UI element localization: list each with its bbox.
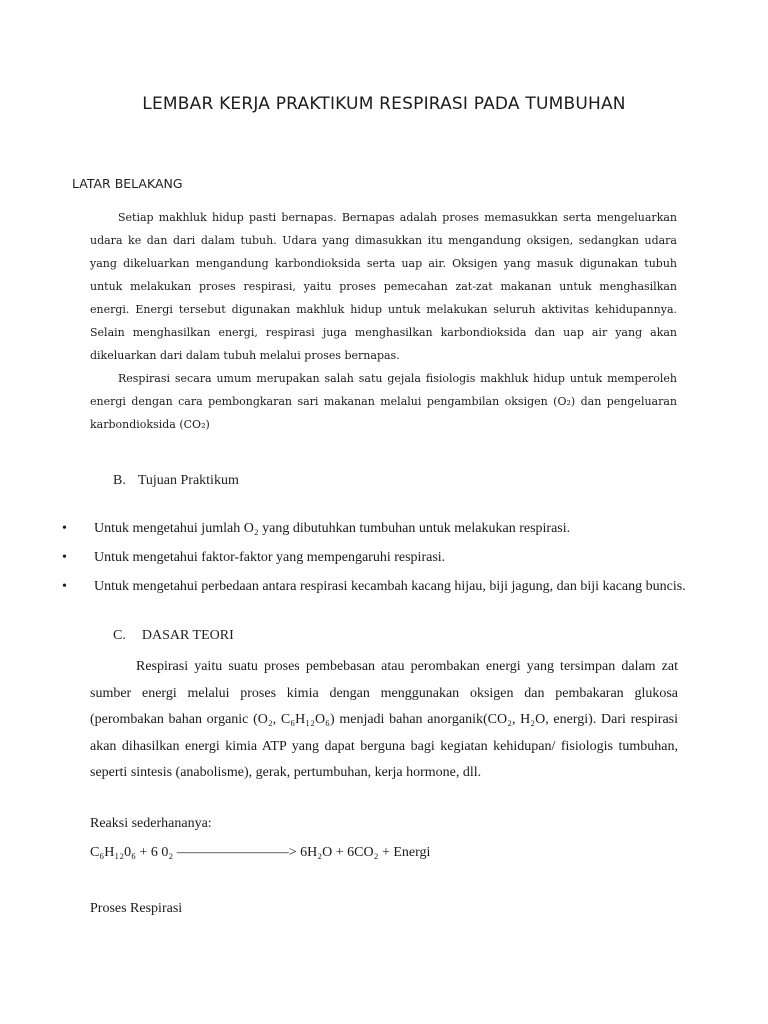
section-number-b: B. [113,473,126,488]
latar-belakang-body [90,206,677,436]
reaction-label: Reaksi sederhananya: [90,816,212,831]
section-number-c: C. [113,628,126,643]
list-item-text: Untuk mengetahui faktor-faktor yang mempengaruhi respirasi. [94,550,446,565]
section-heading-latar-belakang: LATAR BELAKANG [72,176,183,191]
document-title: LEMBAR KERJA PRAKTIKUM RESPIRASI PADA TUMBUHAN [142,94,626,114]
list-item-text: Untuk mengetahui jumlah O₂ yang dibutuhkan tumbuhan untuk melakukan respirasi. [94,521,571,536]
tujuan-list [62,516,702,603]
list-item-text: Untuk mengetahui perbedaan antara respirasi kecambah kacang hijau, biji jagung, dan biji kacang buncis. [94,579,686,594]
list-item [62,516,702,542]
list-item [62,545,702,571]
section-title-tujuan: Tujuan Praktikum [137,473,239,488]
bullet-icon: • [62,521,67,536]
proses-respirasi-heading: Proses Respirasi [90,901,183,916]
list-item [62,574,702,600]
section-title-dasar-teori: DASAR TEORI [141,628,234,643]
bullet-icon: • [62,579,67,594]
section-heading-tujuan [113,473,239,489]
dasar-teori-paragraph: Respirasi yaitu suatu proses pembebasan atau perombakan energi yang tersimpan dalam zat sumber energi melalui proses kimia dengan menggunakan oksigen dan pembakaran glukosa (perombakan bahan organic (O₂, C₆H₁₂O₆) menjadi bahan anorganik(CO₂, H₂O, energi). Dari respirasi akan dihasilkan energi kimia ATP yang dapat berguna bagi kegiatan kehidupan/ fisiologis tumbuhan, seperti sintesis (anabolisme), gerak, pertumbuhan, kerja hormone, dll. [90,659,678,780]
section-heading-dasar-teori [113,628,234,644]
latar-belakang-paragraph-2: Respirasi secara umum merupakan salah satu gejala fisiologis makhluk hidup untuk memperoleh energi dengan cara pembongkaran sari makanan melalui pengambilan oksigen (O₂) dan pengeluaran karbondioksida (CO₂) [90,372,677,431]
reaction-equation: C₆H₁₂0₆ + 6 0₂ ————————> 6H₂O + 6CO₂ + Energi [90,845,431,860]
bullet-icon: • [62,550,67,565]
latar-belakang-paragraph-1: Setiap makhluk hidup pasti bernapas. Bernapas adalah proses memasukkan serta mengeluarkan udara ke dan dari dalam tubuh. Udara yang dimasukkan itu mengandung oksigen, sedangkan udara yang dikeluarkan mengandung karbondioksida serta uap air. Oksigen yang masuk digunakan tubuh untuk melakukan proses respirasi, yaitu proses pemecahan zat-zat makanan untuk menghasilkan energi. Energi tersebut digunakan makhluk hidup untuk melakukan seluruh aktivitas kehidupannya. Selain menghasilkan energi, respirasi juga menghasilkan karbondioksida dan uap air yang akan dikeluarkan dari dalam tubuh melalui proses bernapas. [90,211,677,362]
